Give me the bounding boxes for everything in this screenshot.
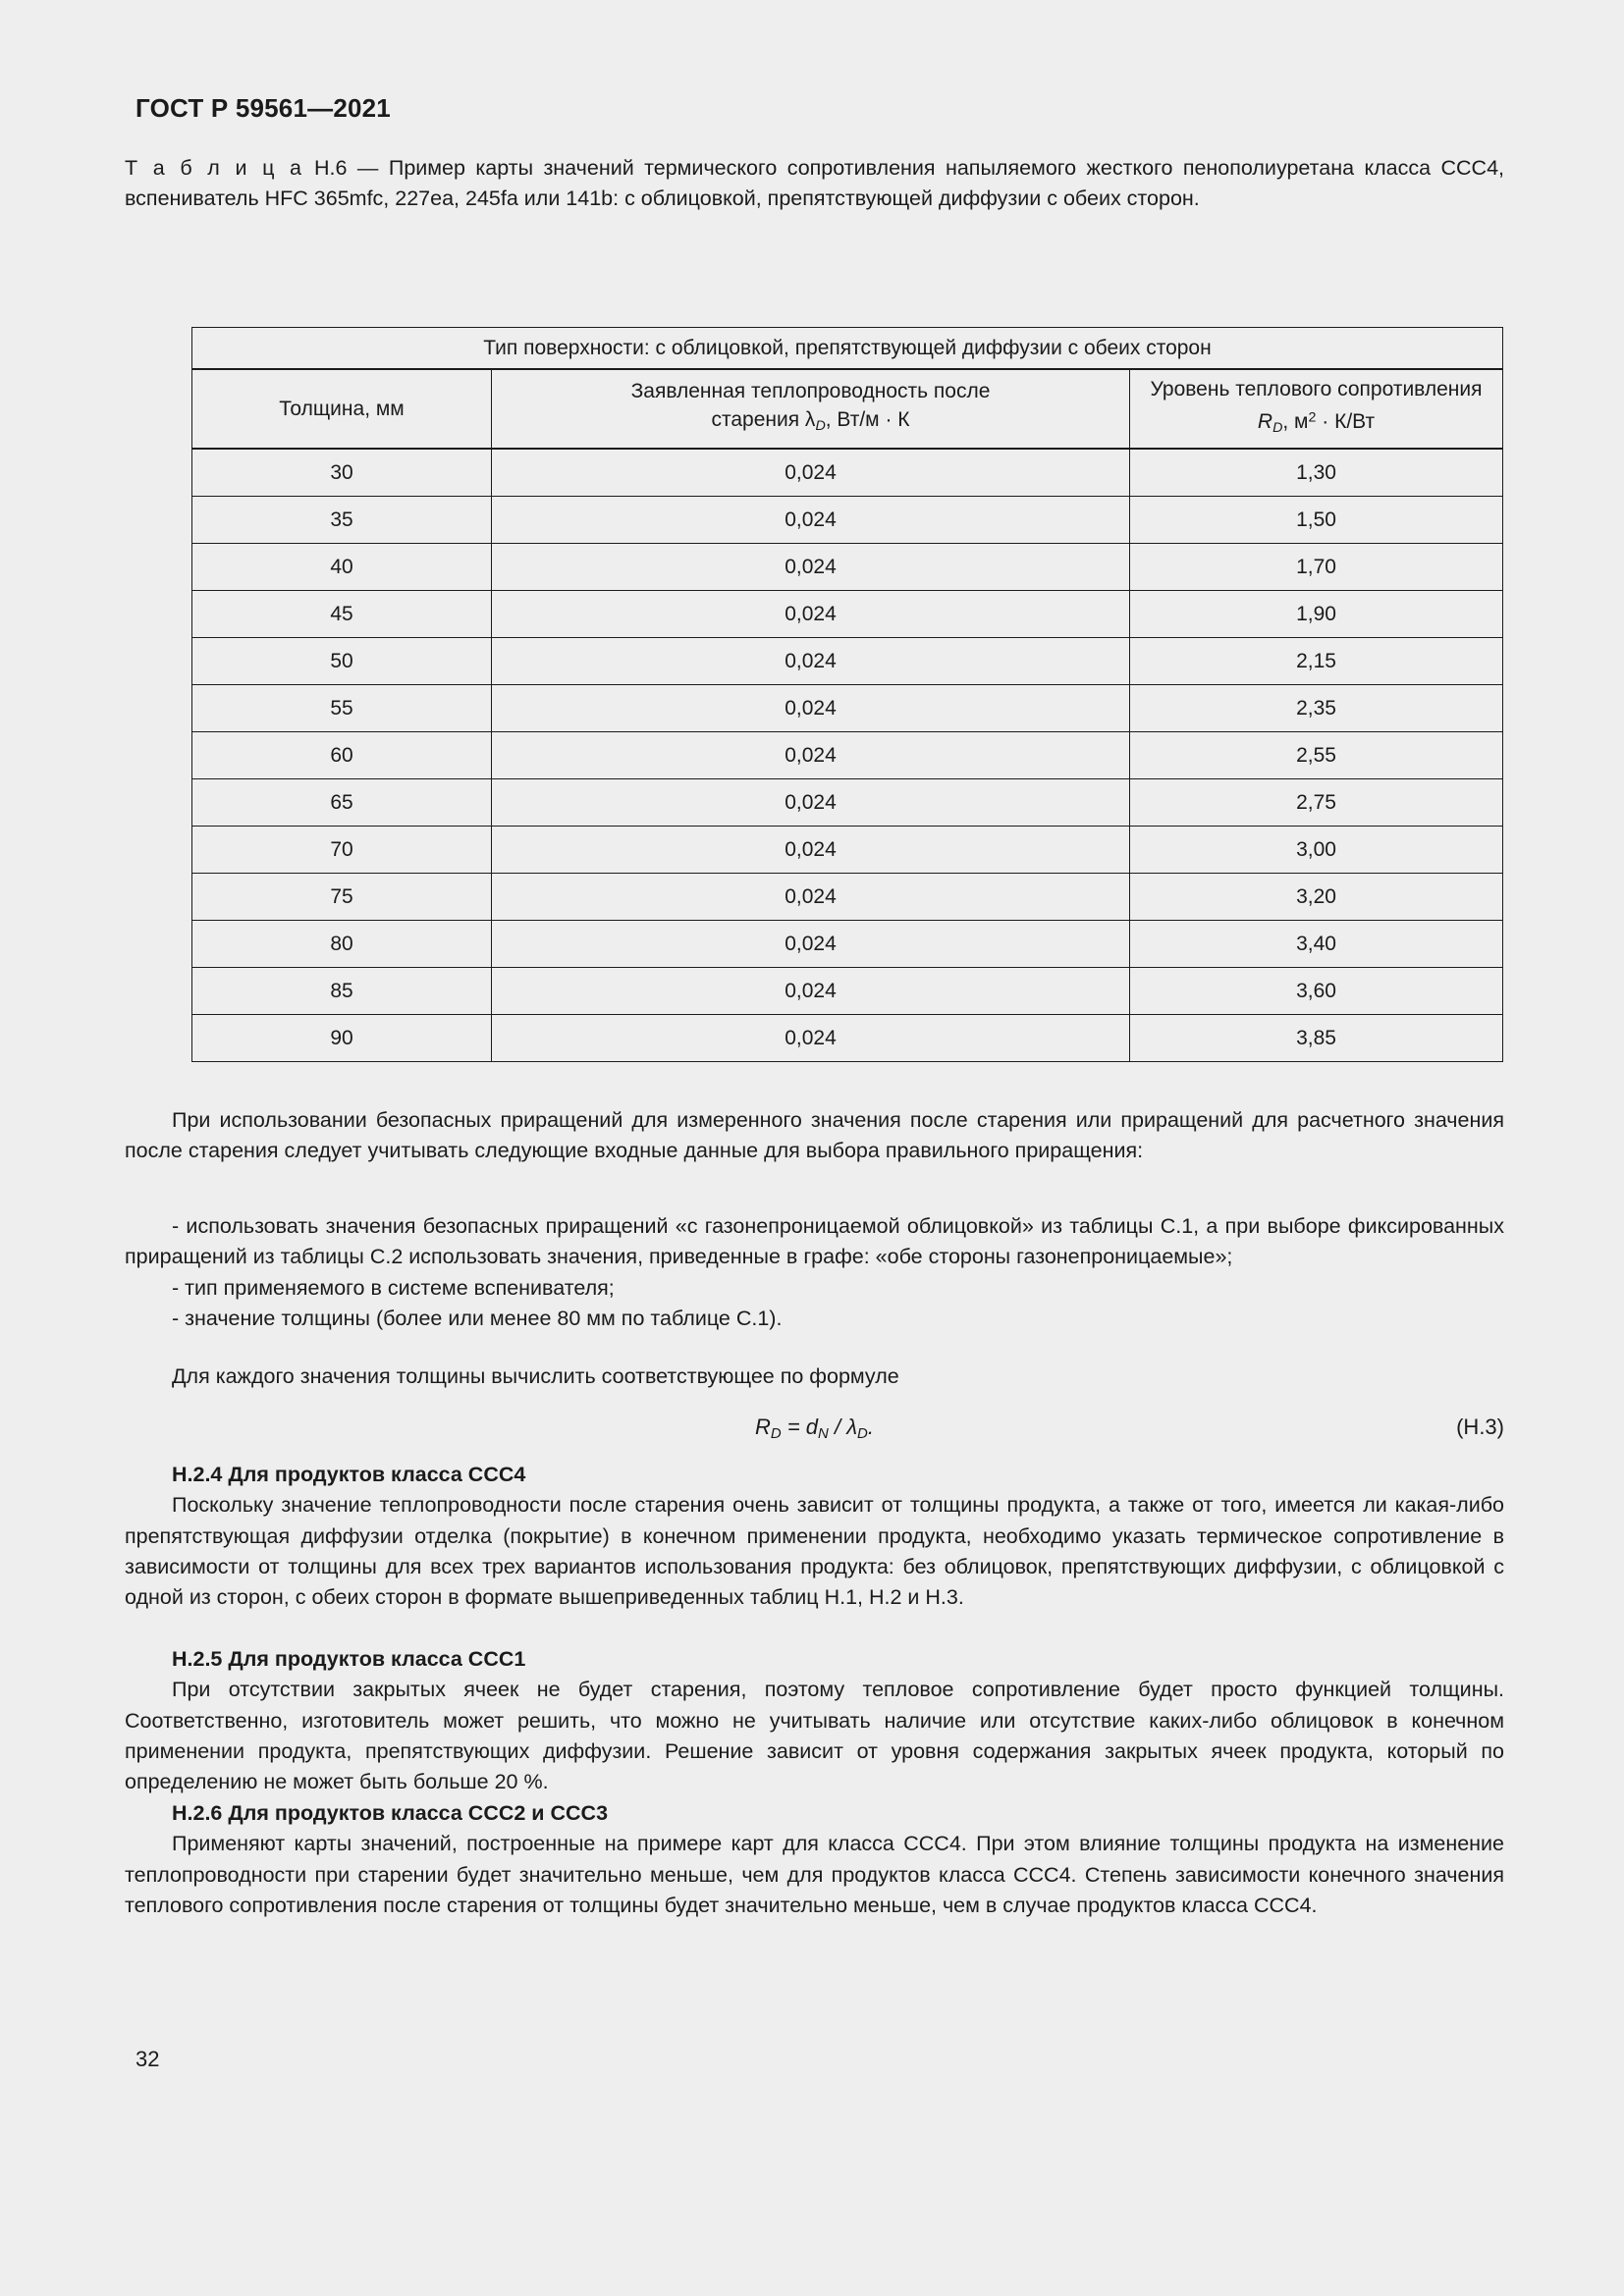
running-header-standard-number: ГОСТ Р 59561—2021: [135, 93, 391, 123]
cell-lambda: 0,024: [492, 1015, 1130, 1062]
formula-expression: $R_D = d_N / \lambda_D$.: [755, 1415, 874, 1443]
bullet-item-1: - использовать значения безопасных приращений «с газонепроницаемой облицовкой» из таблицы С.1, а при выборе фиксированных приращений из таблицы С.2 использовать значения, приведенные в графе: «обе стороны газонепроницаемые»;: [125, 1214, 1504, 1269]
section-h245-heading: [125, 1644, 1504, 1675]
table-header-span-row: [192, 328, 1503, 370]
table-header-lambda-line1: Заявленная теплопроводность после: [630, 380, 991, 402]
cell-lambda: 0,024: [492, 544, 1130, 591]
section-h245: [125, 1644, 1504, 1797]
section-h246-paragraph: Применяют карты значений, построенные на примере карт для класса CCC4. При этом влияние толщины продукта на изменение теплопроводности при старении будет значительно меньше, чем для продуктов класса CCC4. Степень зависимости конечного значения теплового сопротивления после старения от толщины будет значительно меньше, чем в случае продуктов класса CCC4.: [125, 1832, 1504, 1917]
table-header-lambda-line2: старения $\lambda_D$, Вт/м · К: [711, 408, 910, 434]
cell-thickness: 80: [192, 921, 492, 968]
cell-thickness: 60: [192, 732, 492, 779]
cell-thickness: 50: [192, 638, 492, 685]
thermal-resistance-table: [191, 327, 1503, 1062]
table-row: [192, 591, 1503, 638]
table-row: [192, 497, 1503, 544]
section-h245-number: Н.2.5: [172, 1647, 223, 1671]
cell-thickness: 35: [192, 497, 492, 544]
table-caption-text: Пример карты значений термического сопротивления напыляемого жесткого пенополиуретана класса CCC4, вспениватель HFC 365mfc, 227ea, 245fa или 141b: с облицовкой, препятствующей диффузии с обеих сторон.: [125, 156, 1505, 210]
section-h244: [125, 1460, 1504, 1613]
table-row: [192, 827, 1503, 874]
cell-lambda: 0,024: [492, 732, 1130, 779]
cell-r: 3,40: [1130, 921, 1503, 968]
cell-r: 1,50: [1130, 497, 1503, 544]
section-h246-title: Для продуктов класса CCC2 и CCC3: [228, 1801, 609, 1825]
cell-r: 1,90: [1130, 591, 1503, 638]
table-caption-number: Н.6: [314, 156, 348, 180]
cell-lambda: 0,024: [492, 874, 1130, 921]
table-body: [192, 449, 1503, 1062]
cell-lambda: 0,024: [492, 921, 1130, 968]
section-h244-heading: [125, 1460, 1504, 1490]
page-number: 32: [135, 2047, 160, 2071]
formula-lead-paragraph: [125, 1362, 1504, 1392]
cell-thickness: 40: [192, 544, 492, 591]
section-h244-number: Н.2.4: [172, 1463, 223, 1486]
table-header-r-line2: $R_D$, $м^2 \cdot К/Вт$: [1257, 409, 1376, 436]
cell-r: 3,60: [1130, 968, 1503, 1015]
section-h244-title: Для продуктов класса CCC4: [228, 1463, 526, 1486]
cell-lambda: 0,024: [492, 827, 1130, 874]
section-h246-heading: [125, 1798, 1504, 1829]
formula-number: (Н.3): [1456, 1415, 1504, 1439]
cell-r: 2,55: [1130, 732, 1503, 779]
table-header-thickness-label: Толщина, мм: [279, 398, 405, 420]
table-row: [192, 968, 1503, 1015]
table-header-lambda: [492, 369, 1130, 449]
bullet-item-3: - значение толщины (более или менее 80 мм по таблице С.1).: [172, 1306, 783, 1330]
cell-thickness: 30: [192, 449, 492, 497]
section-h244-paragraph: Поскольку значение теплопроводности после старения очень зависит от толщины продукта, а также от того, имеется ли какая-либо препятствующая диффузии отделка (покрытие) в конечном применении продукта, необходимо указать термическое сопротивление в зависимости от толщины для всех трех вариантов использования продукта: без облицовок, препятствующих диффузии, с облицовкой с одной из сторон, с обеих сторон в формате вышеприведенных таблиц Н.1, Н.2 и Н.3.: [125, 1493, 1504, 1610]
table-row: [192, 921, 1503, 968]
cell-r: 2,15: [1130, 638, 1503, 685]
section-h245-title: Для продуктов класса CCC1: [228, 1647, 526, 1671]
table-header-columns-row: [192, 369, 1503, 449]
table-header-thickness: [192, 369, 492, 449]
cell-lambda: 0,024: [492, 497, 1130, 544]
table-caption-dash: —: [356, 156, 379, 180]
table-row: [192, 449, 1503, 497]
table-row: [192, 1015, 1503, 1062]
cell-thickness: 85: [192, 968, 492, 1015]
cell-thickness: 90: [192, 1015, 492, 1062]
bullet-list: [125, 1211, 1504, 1334]
section-h246-number: Н.2.6: [172, 1801, 223, 1825]
cell-lambda: 0,024: [492, 968, 1130, 1015]
cell-thickness: 65: [192, 779, 492, 827]
cell-r: 3,85: [1130, 1015, 1503, 1062]
formula-lead-text: Для каждого значения толщины вычислить соответствующее по формуле: [172, 1364, 899, 1388]
cell-lambda: 0,024: [492, 449, 1130, 497]
cell-thickness: 45: [192, 591, 492, 638]
table-row: [192, 638, 1503, 685]
body-paragraph-intro: [125, 1105, 1504, 1167]
table-caption: [125, 153, 1504, 214]
cell-r: 1,30: [1130, 449, 1503, 497]
table-caption-label: Т а б л и ц а: [125, 156, 304, 180]
table-header-r-line1: Уровень теплового сопротивления: [1150, 378, 1483, 401]
section-h245-paragraph: При отсутствии закрытых ячеек не будет старения, поэтому тепловое сопротивление будет просто функцией толщины. Соответственно, изготовитель может решить, что можно не учитывать наличие или отсутствие каких-либо облицовок в конечном применении продукта, препятствующих диффузии. Решение зависит от уровня содержания закрытых ячеек продукта, который по определению не может быть больше 20 %.: [125, 1678, 1504, 1794]
section-h246: [125, 1798, 1504, 1921]
table-row: [192, 732, 1503, 779]
table-header-surface-type: Тип поверхности: с облицовкой, препятствующей диффузии с обеих сторон: [192, 328, 1503, 370]
cell-r: 3,00: [1130, 827, 1503, 874]
table-row: [192, 874, 1503, 921]
cell-thickness: 75: [192, 874, 492, 921]
cell-lambda: 0,024: [492, 591, 1130, 638]
cell-r: 3,20: [1130, 874, 1503, 921]
cell-lambda: 0,024: [492, 685, 1130, 732]
table-row: [192, 779, 1503, 827]
table-header-r: [1130, 369, 1503, 449]
cell-lambda: 0,024: [492, 638, 1130, 685]
paragraph-intro-text: При использовании безопасных приращений для измеренного значения после старения или приращений для расчетного значения после старения следует учитывать следующие входные данные для выбора правильного приращения:: [125, 1108, 1504, 1163]
cell-thickness: 55: [192, 685, 492, 732]
bullet-item-2: - тип применяемого в системе вспенивателя;: [172, 1275, 615, 1300]
table-row: [192, 685, 1503, 732]
cell-thickness: 70: [192, 827, 492, 874]
cell-lambda: 0,024: [492, 779, 1130, 827]
cell-r: 2,75: [1130, 779, 1503, 827]
cell-r: 2,35: [1130, 685, 1503, 732]
cell-r: 1,70: [1130, 544, 1503, 591]
table-row: [192, 544, 1503, 591]
formula-row: [125, 1415, 1504, 1454]
